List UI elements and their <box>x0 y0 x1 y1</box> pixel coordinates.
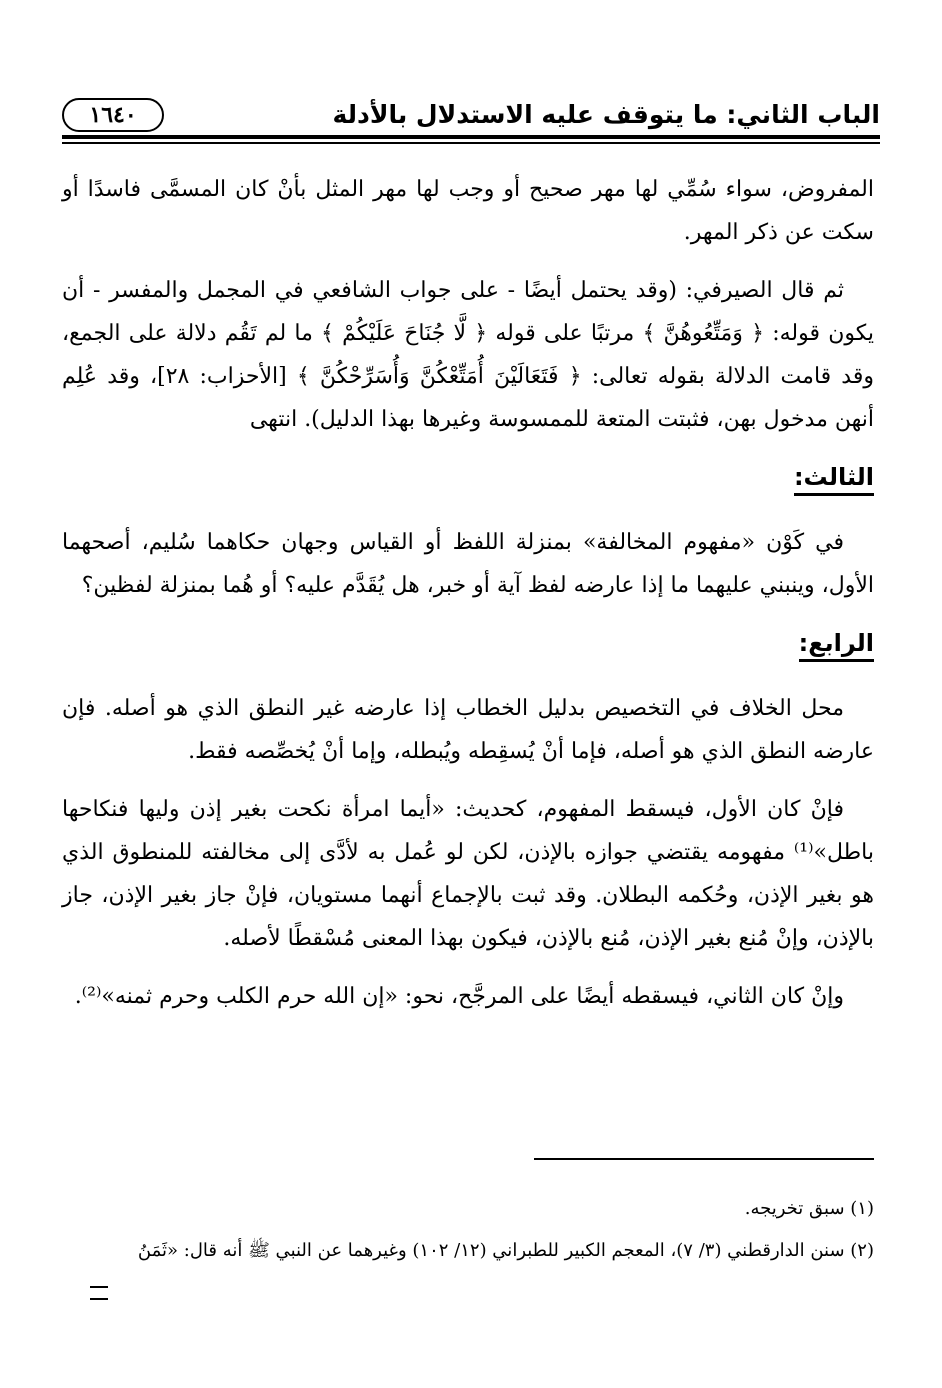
section-heading-fourth <box>62 622 874 665</box>
paragraph-fourth-1: محل الخلاف في التخصيص بدليل الخطاب إذا عارضه غير النطق الذي هو أصله. فإن عارضه النطق الذي هو أصله، فإما أنْ يُسقِطه ويُبطله، وإما أنْ يُخصِّصه فقط. <box>62 696 874 764</box>
section-heading-third <box>62 456 874 499</box>
paragraph-sayrafi-quote: ثم قال الصيرفي: (وقد يحتمل أيضًا - على جواب الشافعي في المجمل والمفسر - أن يكون قوله: ﴿ وَمَتِّعُوهُنَّ ﴾ مرتبًا على قوله ﴿ لَّا جُنَاحَ عَلَيْكُمْ ﴾ ما لم تَقُم دلالة على الجمع، وقد قامت الدلالة بقوله تعالى: ﴿ فَتَعَالَيْنَ أُمَتِّعْكُنَّ وَأُسَرِّحْكُنَّ ﴾ [الأحزاب: ٢٨]، وقد عُلِم أنهن مدخول بهن، فثبتت المتعة للممسوسة وغيرها بهذا الدليل). انتهى <box>62 278 874 432</box>
continuation-mark <box>90 1286 108 1300</box>
page-header <box>62 92 880 152</box>
footnotes <box>62 1188 874 1272</box>
main-text <box>62 168 874 1033</box>
footnote-2: (٢) سنن الدارقطني (٣/ ٧)، المعجم الكبير للطبراني (١٢/ ١٠٢) وغيرهما عن النبي ﷺ أنه قال: «ثَمَنُ <box>137 1240 874 1261</box>
header-rule-thin <box>62 142 880 144</box>
chapter-title: الباب الثاني: ما يتوقف عليه الاستدلال بالأدلة <box>332 100 880 129</box>
page-number-badge: ١٦٤٠ <box>62 98 164 132</box>
header-rule-thick <box>62 135 880 139</box>
footnote-separator <box>534 1158 874 1160</box>
footnote-1: (١) سبق تخريجه. <box>744 1198 874 1219</box>
paragraph-fourth-2: فإنْ كان الأول، فيسقط المفهوم، كحديث: «أيما امرأة نكحت بغير إذن وليها فنكاحها باطل»⁽¹⁾ مفهومه يقتضي جوازه بالإذن، لكن لو عُمل به لأدَّى إلى مخالفته للمنطوق الذي هو بغير الإذن، وحُكمه البطلان. وقد ثبت بالإجماع أنهما مستويان، فإنْ جاز بغير الإذن، جاز بالإذن، وإنْ مُنع بغير الإذن، مُنع بالإذن، فيكون بهذا المعنى مُسْقطًا لأصله. <box>62 797 874 951</box>
paragraph-continuation: المفروض، سواء سُمِّي لها مهر صحيح أو وجب لها مهر المثل بأنْ كان المسمَّى فاسدًا أو سكت عن ذكر المهر. <box>62 177 874 245</box>
paragraph-fourth-3: وإنْ كان الثاني، فيسقطه أيضًا على المرجَّح، نحو: «إن الله حرم الكلب وحرم ثمنه»⁽²⁾. <box>74 984 844 1009</box>
section-heading-fourth-label: الرابع: <box>799 629 874 662</box>
paragraph-third: في كَوْن «مفهوم المخالفة» بمنزلة اللفظ أو القياس وجهان حكاهما سُليم، أصحهما الأول، وينبني عليهما ما إذا عارضه لفظ آية أو خبر، هل يُقَدَّم عليه؟ أو هُما بمنزلة لفظين؟ <box>62 530 874 598</box>
section-heading-third-label: الثالث: <box>794 463 874 496</box>
